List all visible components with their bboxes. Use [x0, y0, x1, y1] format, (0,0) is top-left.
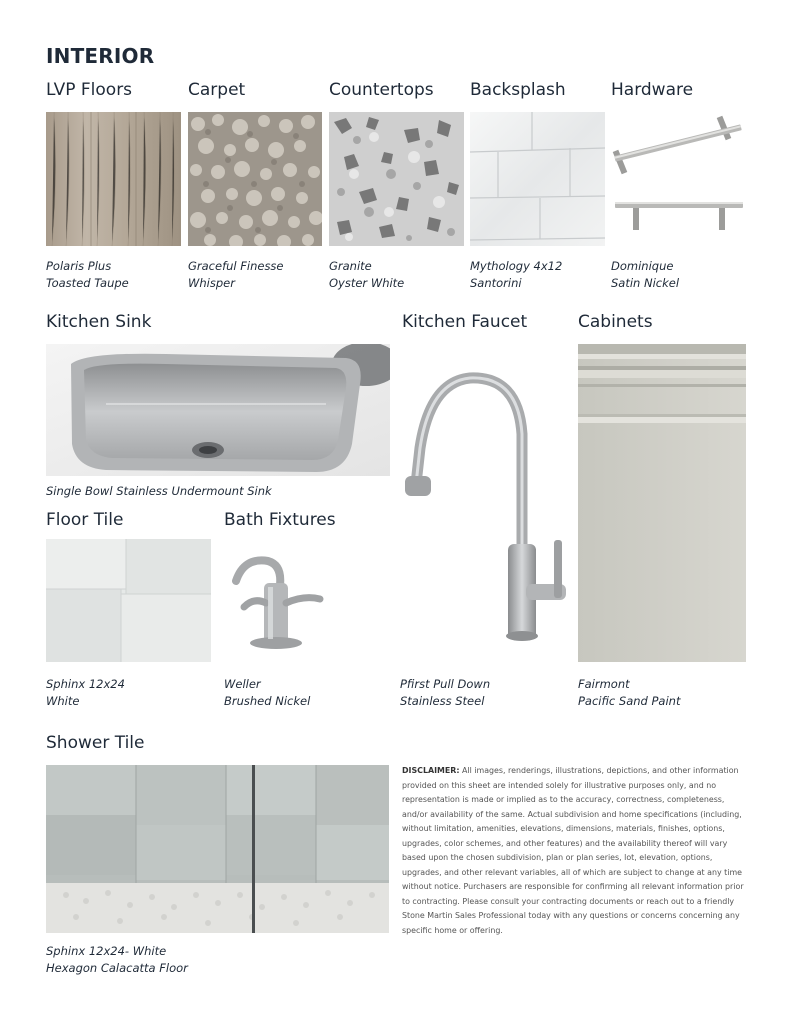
bath-fixtures-color: Brushed Nickel	[224, 694, 311, 708]
backsplash-color: Santorini	[470, 276, 522, 290]
hardware-header: Hardware	[611, 80, 694, 100]
lvp-floors-caption	[46, 258, 129, 292]
hardware-name: Dominique	[611, 259, 674, 273]
cabinets-color: Pacific Sand Paint	[578, 694, 681, 708]
kitchen-faucet-image	[400, 344, 572, 662]
backsplash-name: Mythology 4x12	[470, 259, 563, 273]
cabinets-name: Fairmont	[578, 677, 630, 691]
backsplash-caption	[470, 258, 562, 292]
shower-tile-header: Shower Tile	[46, 733, 145, 753]
lvp-floors-swatch	[46, 112, 181, 246]
countertops-swatch	[329, 112, 464, 246]
bath-fixtures-image	[224, 539, 354, 662]
hardware-swatch	[611, 112, 746, 246]
shower-tile-name: Sphinx 12x24- White	[46, 944, 167, 958]
lvp-floors-color: Toasted Taupe	[46, 276, 129, 290]
floor-tile-color: White	[46, 694, 80, 708]
page-title: INTERIOR	[46, 44, 155, 68]
floor-tile-swatch	[46, 539, 211, 662]
kitchen-sink-image	[46, 344, 390, 476]
bath-fixtures-caption	[224, 676, 310, 710]
shower-tile-floor: Hexagon Calacatta Floor	[46, 961, 188, 975]
carpet-caption	[188, 258, 284, 292]
countertops-caption	[329, 258, 404, 292]
kitchen-faucet-color: Stainless Steel	[400, 694, 485, 708]
kitchen-faucet-name: Pfirst Pull Down	[400, 677, 491, 691]
shower-tile-caption	[46, 943, 188, 977]
disclaimer	[402, 764, 747, 938]
floor-tile-name: Sphinx 12x24	[46, 677, 125, 691]
carpet-color: Whisper	[188, 276, 235, 290]
countertops-header: Countertops	[329, 80, 434, 100]
countertops-name: Granite	[329, 259, 372, 273]
cabinets-header: Cabinets	[578, 312, 653, 332]
countertops-color: Oyster White	[329, 276, 405, 290]
carpet-swatch	[188, 112, 322, 246]
bath-fixtures-header: Bath Fixtures	[224, 510, 336, 530]
carpet-name: Graceful Finesse	[188, 259, 284, 273]
bath-fixtures-name: Weller	[224, 677, 261, 691]
lvp-floors-header: LVP Floors	[46, 80, 133, 100]
kitchen-sink-header: Kitchen Sink	[46, 312, 152, 332]
backsplash-swatch	[470, 112, 605, 246]
hardware-color: Satin Nickel	[611, 276, 680, 290]
backsplash-header: Backsplash	[470, 80, 566, 100]
carpet-header: Carpet	[188, 80, 246, 100]
hardware-caption	[611, 258, 679, 292]
shower-tile-image	[46, 765, 389, 933]
kitchen-faucet-header: Kitchen Faucet	[402, 312, 528, 332]
cabinets-caption	[578, 676, 680, 710]
cabinets-swatch	[578, 344, 746, 662]
floor-tile-header: Floor Tile	[46, 510, 124, 530]
kitchen-faucet-caption	[400, 676, 490, 710]
disclaimer-text: All images, renderings, illustrations, depictions, and other information provided on this sheet are intended solely for illustrative purposes only, and no representation is made or implied as to the accuracy, correctness, completeness, and/or availability of the same. Actual subdivision and home specifications (including, without limitation, amenities, elevations, dimensions, materials, finishes, options, upgrades, color schemes, and other features) and the availability thereof will vary based upon the chosen subdivision, plan or plan series, lot, elevation, options, upgrades, and other relevant variables, all of which are subject to change at any time without notice. Purchasers are responsible for confirming all relevant information prior to contracting. Please consult your contracting documents or reach out to a friendly Stone Martin Sales Professional today with any questions or concerns concerning any specific home or offering.	[402, 766, 744, 935]
lvp-floors-name: Polaris Plus	[46, 259, 112, 273]
floor-tile-caption	[46, 676, 125, 710]
kitchen-sink-caption: Single Bowl Stainless Undermount Sink	[46, 484, 272, 498]
disclaimer-label: DISCLAIMER:	[402, 766, 460, 775]
